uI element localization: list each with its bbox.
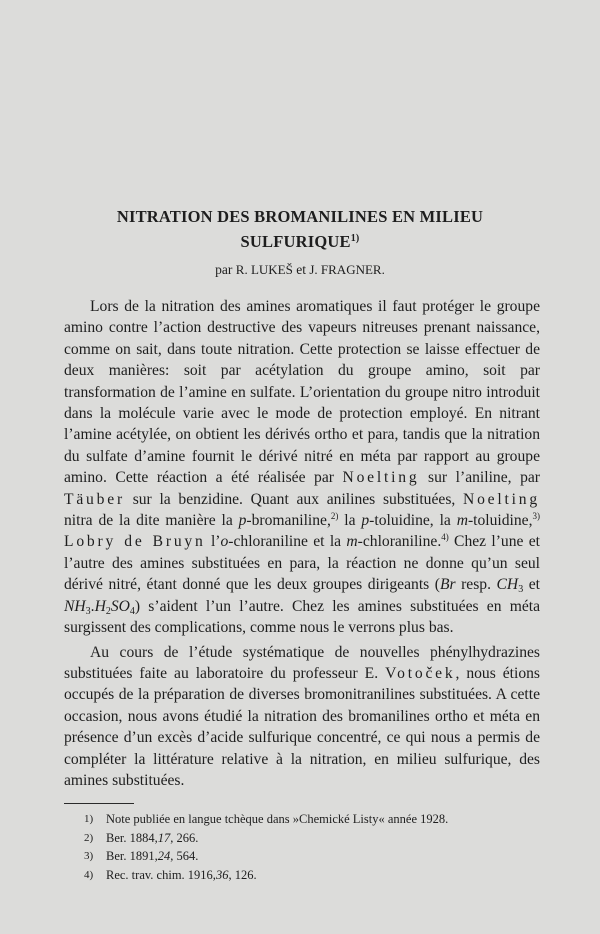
p1-text-g: -toluidine, la [369,512,457,530]
footnote-mark: 1) [84,813,94,825]
footnote-4 [84,866,544,885]
footnote-text: Ber. 1884, [106,830,158,845]
footnote-page: , 126. [228,867,257,882]
formula-ch: CH [496,576,519,594]
p1-text-c: sur la benzidine. Quant aux anilines substituées, [124,490,464,508]
p1-text-h: -toluidine, [467,512,533,530]
footnote-mark: 2) [84,831,94,844]
author-1: R. LUKEŠ [235,262,293,277]
footnote-1 [84,810,544,829]
title-line-2-text: SULFURIQUE [240,232,351,251]
footnote-text: Note publiée en langue tchèque dans »Chemické Listy« année 1928. [106,812,449,826]
author-name-noelting: Noelting [342,469,420,487]
footnote-ref-3: 3) [532,511,540,522]
p1-text-j: l’ [205,533,221,551]
title-line-1: NITRATION DES BROMANILINES EN MILIEU [116,207,484,226]
title-line-2 [60,228,540,253]
p1-text-n: resp. [455,576,497,594]
footnote-text: Ber. 1891, [106,849,158,863]
footnote-volume: 36 [215,867,229,882]
title-note-mark: 1) [350,233,360,244]
author-conjunction: et [296,262,306,277]
p1-text-a: Lors de la nitration des amines aromatiques il faut protéger le groupe amino contre l’action destructive des vapeurs nitreuses prenant naissance, comme on sait, dans toute nitration. Cette protection se laisse effectuer de deux manières: soit par acétylation du groupe amino, soit par transformation de l’amine en sulfate. L’orientation du groupe nitro introduit dans la molécule varie avec le mode de protection employé. En nitrant l’amine acétylée, on obtient les dérivés ortho et para, tandis que la nitration du sulfate d’amine fournit le dérivé nitré en méta par rapport au groupe amino. Cette réaction a été réalisée par [64,298,540,487]
p1-text-d: nitra de la dite manière la [64,512,239,530]
footnote-2 [84,829,544,848]
author-name-tauber: Täuber [64,490,125,508]
p1-text-b: sur l’aniline, par [419,469,540,487]
prefix-p: p [238,512,247,530]
p1-text-q: ) s’aident l’un l’autre. Chez les amines substituées en méta surgissent des complications, comme nous le verrons plus bas. [64,597,540,637]
p1-text-o: et [523,576,540,594]
formula-so-sub: 4 [129,605,135,617]
footnote-ref-4: 4) [441,532,449,543]
paragraph-2 [64,642,540,792]
p1-text-e: -bromaniline, [246,512,331,530]
author-2: J. FRAGNER. [309,262,385,277]
footnote-page: , 266. [170,830,199,845]
paragraph-1 [64,296,540,639]
formula-h: H [94,597,106,615]
footnote-mark: 3) [84,850,94,862]
footnote-page: , 564. [170,849,199,863]
footnote-mark: 4) [84,868,94,881]
formula-nh: NH [64,597,86,615]
prefix-m: m [456,512,468,530]
author-line [60,262,540,278]
formula-nh-sub: 3 [85,605,91,617]
footnotes [84,810,544,884]
footnote-3 [84,847,544,866]
prefix-p-2: p [361,512,370,530]
p1-text-l: -chloraniline. [357,533,442,551]
author-prefix: par [215,262,233,277]
formula-dot: . [90,597,95,615]
formula-br: Br [439,576,456,594]
p2-text-a: Au cours de l’étude systématique de nouvelles phénylhydrazines substituées faite au laboratoire du professeur E. [64,643,540,682]
p1-text-f: la [338,512,362,530]
footnote-ref-2: 2) [330,511,339,522]
prefix-m-2: m [346,533,358,551]
article-body [64,296,540,791]
author-name-votocek: Votoček [385,664,456,682]
footnote-volume: 17 [157,830,171,845]
prefix-o: o [220,533,229,551]
author-name-noelting-2: Noelting [463,490,540,508]
footnote-volume: 24 [157,849,171,863]
author-name-lobry: Lobry de Bruyn [64,533,206,551]
p1-text-k: -chloraniline et la [228,533,347,551]
article-title [60,206,540,253]
footnote-divider [64,803,134,804]
formula-ch-sub: 3 [518,584,524,596]
footnote-text: Rec. trav. chim. 1916, [106,867,216,882]
p2-text-b: , nous étions occupés de la préparation de diverses bromonitranilines substituées. A cette occasion, nous avons étudié la nitration des bromanilines ortho et méta en présence d’un excès d’acide sulfurique concentré, ce qui nous a permis de compléter la littérature relative à la nitration, en milieu sulfurique, des amines substituées. [64,664,541,789]
p1-text-m: Chez l’une et l’autre des amines substituées en para, la réaction ne donne qu’un seul dérivé nitré, étant donné que les deux groupes dirigeants ( [64,533,540,594]
formula-h-sub: 2 [105,605,111,617]
formula-so: SO [110,597,130,615]
